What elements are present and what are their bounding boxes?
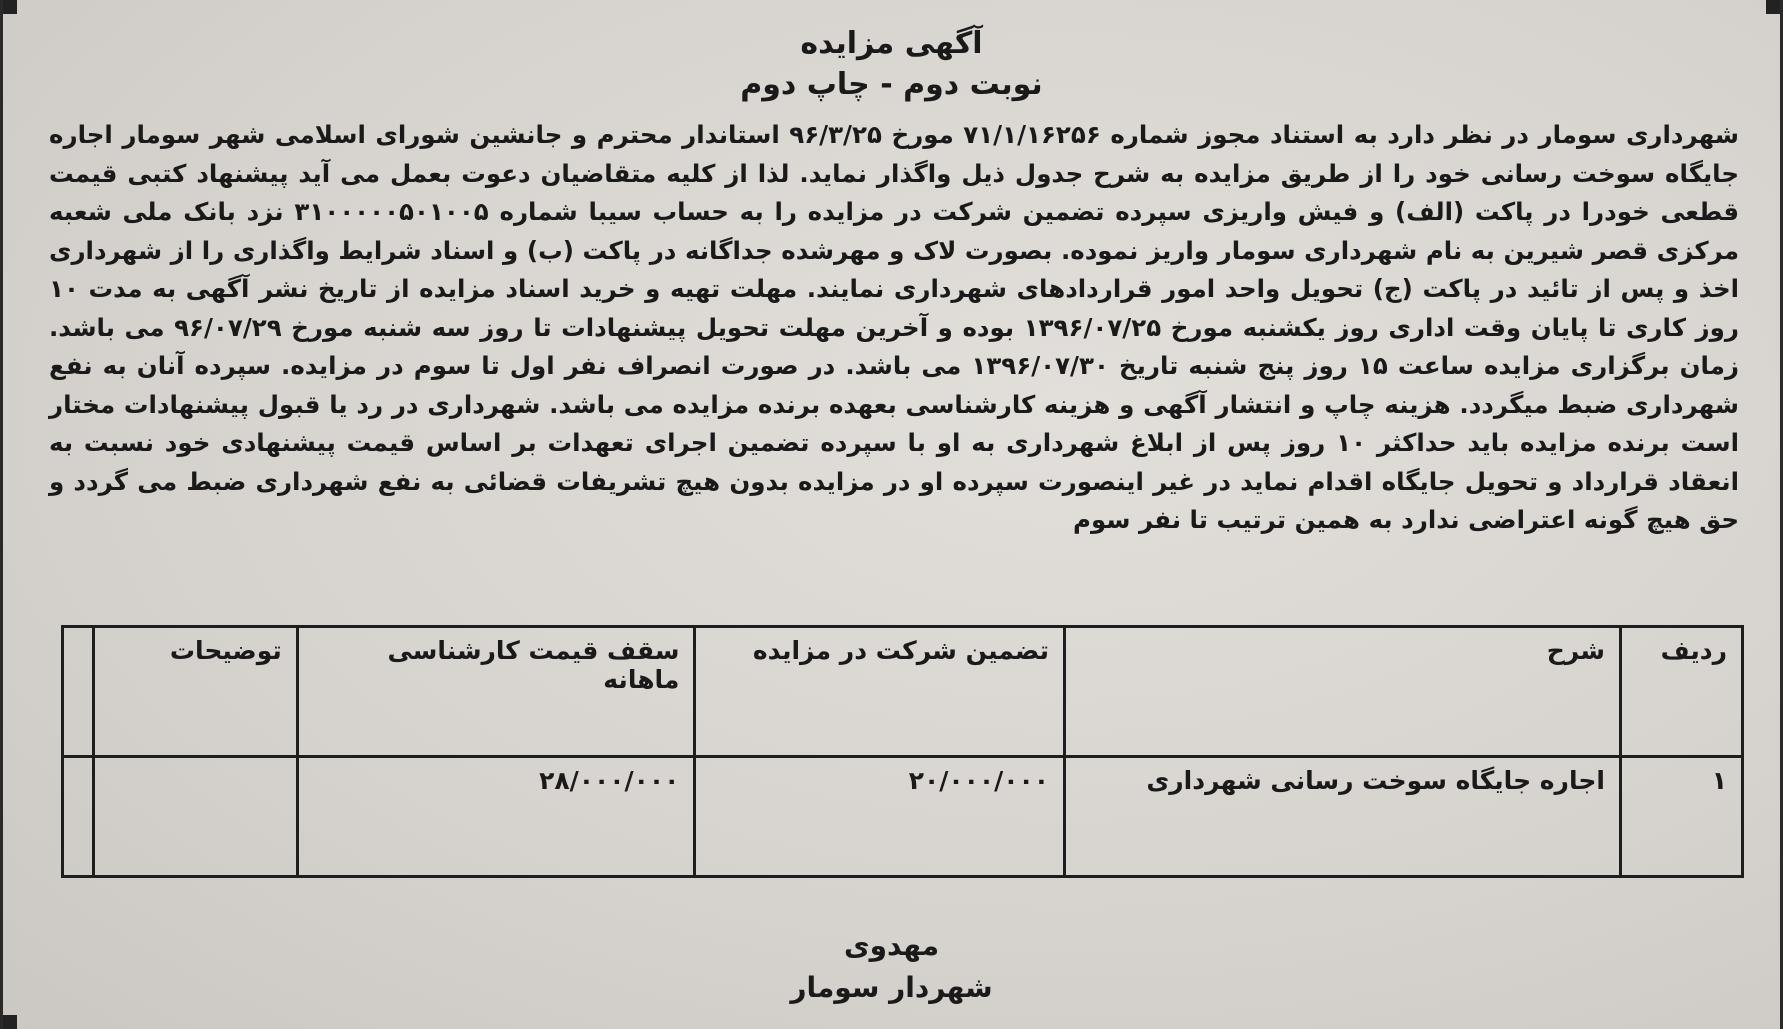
cell-radif: ۱	[1620, 757, 1742, 877]
table-header-row	[63, 627, 1743, 757]
corner-mark	[3, 0, 17, 14]
signatory-name: مهدوی	[843, 929, 940, 962]
corner-mark	[3, 1015, 17, 1029]
header-radif: ردیف	[1620, 627, 1742, 757]
ad-body-text: شهرداری سومار در نظر دارد به استناد مجوز شماره ۷۱/۱/۱۶۲۵۶ مورخ ۹۶/۳/۲۵ استاندار محترم و جانشین شورای اسلامی شهر سومار اجاره جایگاه سوخت رسانی خود را از طریق مزایده به شرح جدول ذیل واگذار نماید. لذا از کلیه متقاضیان دعوت بعمل می آید پیشنهاد کتبی قیمت قطعی خودرا در پاکت (الف) و فیش واریزی سپرده تضمین شرکت در مزایده را به حساب سیبا شماره ۳۱۰۰۰۰۰۵۰۱۰۰۵ نزد بانک ملی شعبه مرکزی قصر شیرین به نام شهرداری سومار واریز نموده. بصورت لاک و مهرشده جداگانه در پاکت (ب) و اسناد شرایط واگذاری را از شهرداری اخذ و پس از تائید در پاکت (ج) تحویل واحد امور قراردادهای شهرداری نمایند. مهلت تهیه و خرید اسناد مزایده از تاریخ نشر آگهی به مدت ۱۰ روز کاری تا پایان وقت اداری روز یکشنبه مورخ ۱۳۹۶/۰۷/۲۵ بوده و آخرین مهلت تحویل پیشنهادات تا روز سه شنبه مورخ ۹۶/۰۷/۲۹ می باشد. زمان برگزاری مزایده ساعت ۱۵ روز پنج شنبه تاریخ ۱۳۹۶/۰۷/۳۰ می باشد. در صورت انصراف نفر اول تا سوم در مزایده. سپرده آنان به نفع شهرداری ضبط میگردد. هزینه چاپ و انتشار آگهی و هزینه کارشناسی بعهده برنده مزایده می باشد. شهرداری در رد یا قبول پیشنهادات مختار است برنده مزایده باید حداکثر ۱۰ روز پس از ابلاغ شهرداری به او با سپرده تضمین اجرای تعهدات بر اساس قیمت پیشنهادی خود نسبت به انعقاد قرارداد و تحویل جایگاه اقدام نماید در غیر اینصورت سپرده او در مزایده بدون هیچ تشریفات قضائی به نفع شهرداری ضبط می گردد و حق هیچ گونه اعتراضی ندارد به همین ترتیب تا نفر سوم	[49, 120, 1739, 534]
header-empty	[63, 627, 94, 757]
header-tazmin: تضمین شرکت در مزایده	[695, 627, 1065, 757]
cell-saghf: ۲۸/۰۰۰/۰۰۰	[297, 757, 695, 877]
header-saghf: سقف قیمت کارشناسی ماهانه	[297, 627, 695, 757]
ad-subtitle: نوبت دوم - چاپ دوم	[740, 67, 1043, 102]
table-row	[63, 757, 1743, 877]
auction-table	[61, 625, 1744, 878]
signature-block	[3, 925, 1780, 1009]
cell-tazmin: ۲۰/۰۰۰/۰۰۰	[695, 757, 1065, 877]
header-tozihat: توضیحات	[94, 627, 298, 757]
cell-empty	[63, 757, 94, 877]
header-sharh: شرح	[1065, 627, 1621, 757]
cell-sharh: اجاره جایگاه سوخت رسانی شهرداری	[1065, 757, 1621, 877]
signatory-title: شهردار سومار	[790, 971, 993, 1004]
cell-tozihat	[94, 757, 298, 877]
ad-header	[3, 24, 1780, 106]
ad-title: آگهی مزایده	[800, 26, 983, 61]
corner-mark	[1766, 0, 1780, 14]
